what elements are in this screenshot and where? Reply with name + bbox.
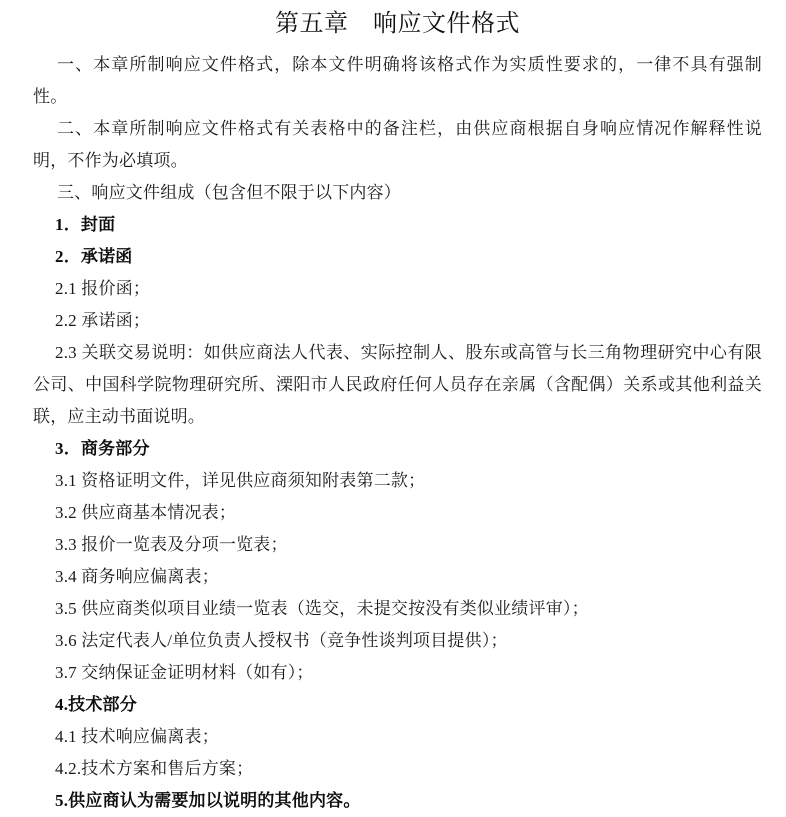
- section-2-heading: 2．承诺函: [55, 247, 133, 266]
- section-1-heading: 1．封面: [55, 215, 116, 234]
- section-4-heading: 4.技术部分: [55, 695, 137, 714]
- item-2-2: 2.2 承诺函；: [55, 311, 151, 330]
- item-2-3: 2.3 关联交易说明：如供应商法人代表、实际控制人、股东或高管与长三角物理研究中心有限公司、中国科学院物理研究所、溧阳市人民政府任何人员存在亲属（含配偶）关系或其他利益关联，应主动书面说明。: [33, 343, 762, 426]
- intro-clause-1: 一、本章所制响应文件格式，除本文件明确将该格式作为实质性要求的，一律不具有强制性。: [33, 55, 762, 106]
- intro-clause-2: 二、本章所制响应文件格式有关表格中的备注栏，由供应商根据自身响应情况作解释性说明，不作为必填项。: [33, 119, 762, 170]
- section-5-heading: 5.供应商认为需要加以说明的其他内容。: [55, 791, 361, 810]
- item-2-1: 2.1 报价函；: [55, 279, 151, 298]
- item-3-4: 3.4 商务响应偏离表；: [55, 567, 219, 586]
- chapter-title: 第五章 响应文件格式: [275, 11, 520, 37]
- item-3-7: 3.7 交纳保证金证明材料（如有）；: [55, 663, 314, 682]
- intro-clause-3: 三、响应文件组成（包含但不限于以下内容）: [57, 183, 401, 202]
- section-3-heading: 3．商务部分: [55, 439, 150, 458]
- item-3-1: 3.1 资格证明文件，详见供应商须知附表第二款；: [55, 471, 426, 490]
- item-3-6: 3.6 法定代表人/单位负责人授权书（竞争性谈判项目提供）；: [55, 631, 508, 650]
- item-4-1: 4.1 技术响应偏离表；: [55, 727, 219, 746]
- document-body: [33, 49, 762, 817]
- item-3-5: 3.5 供应商类似项目业绩一览表（选交，未提交按没有类似业绩评审）；: [55, 599, 589, 618]
- item-4-2: 4.2.技术方案和售后方案；: [55, 759, 254, 778]
- item-3-2: 3.2 供应商基本情况表；: [55, 503, 237, 522]
- item-3-3: 3.3 报价一览表及分项一览表；: [55, 535, 288, 554]
